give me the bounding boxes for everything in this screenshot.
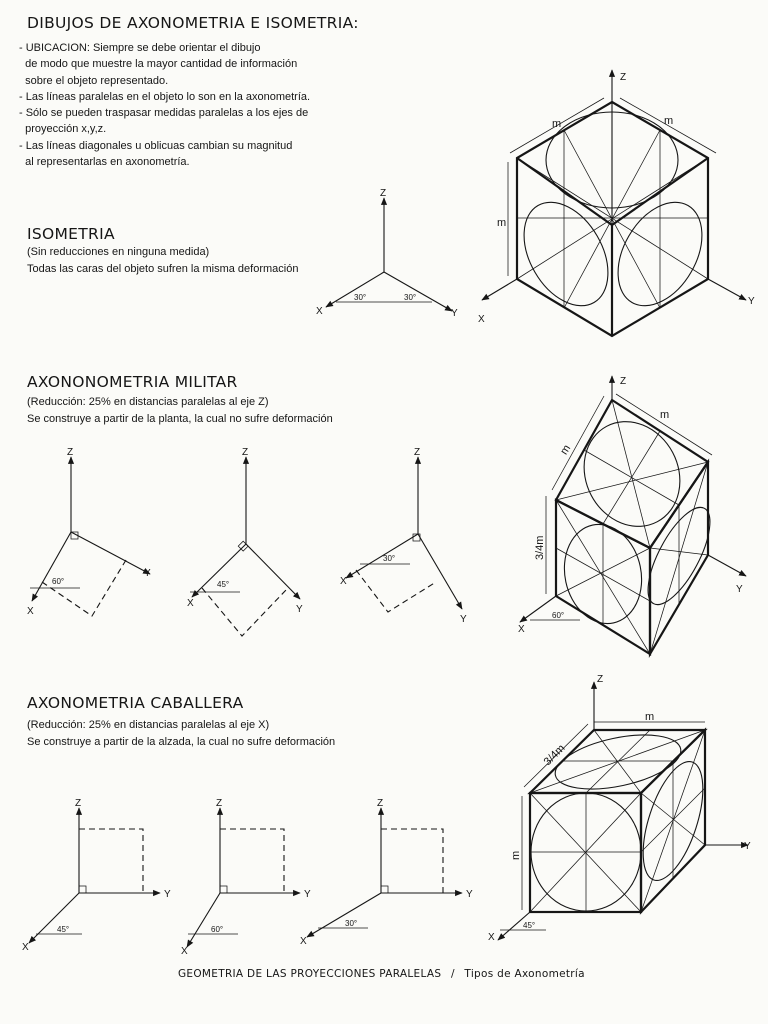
dimension-line [616,394,712,455]
construction-line [603,431,660,524]
note-line: - Las líneas diagonales u oblicuas cambian su magnitud [19,139,293,152]
dimension-label: 3/4m [541,742,568,769]
note-line: sobre el objeto representado. [19,74,169,87]
z-label: Z [414,447,421,458]
militar-diagram-60 [27,447,151,617]
z-label: Z [242,447,249,458]
y-label: Y [466,889,473,900]
elevation-outline [79,829,143,893]
isometria-note-1: (Sin reducciones en ninguna medida) [27,246,210,258]
y-label: Y [164,889,171,900]
caballera-note-2: Se construye a partir de la alzada, la cual no sufre deformación [27,736,336,748]
footer-separator: / [450,968,455,980]
right-angle-mark [220,886,227,893]
section-title-militar: AXONONOMETRIA MILITAR [27,373,238,391]
angle-label: 45° [217,580,230,589]
x-axis [482,279,517,300]
note-line: de modo que muestre la mayor cantidad de información [19,58,298,71]
dimension-label: m [645,711,655,723]
x-label: X [478,314,485,325]
caballera-diagram-45 [22,798,171,953]
angle-label: 60° [211,925,224,934]
section-title-isometria: ISOMETRIA [27,225,115,243]
note-line: proyección x,y,z. [19,123,107,136]
y-label: Y [744,841,751,852]
angle-label: 60° [52,577,65,586]
militar-cube [518,376,746,654]
x-axis [29,893,79,943]
isometria-axes-diagram [316,188,458,319]
dimension-label: m [497,217,507,229]
x-label: X [27,606,34,617]
x-axis [520,596,556,622]
dimension-label: m [664,115,674,127]
angle-label: 30° [354,293,367,302]
y-axis [384,272,452,311]
y-label: Y [736,584,743,595]
note-line: al representarlas en axonometría. [19,156,190,169]
y-label: Y [296,604,303,615]
caballera-diagram-60 [181,798,311,957]
y-label: Y [304,889,311,900]
x-label: X [22,942,29,953]
dimension-label: m [660,409,670,421]
angle-label: 45° [57,925,70,934]
militar-note-2: Se construye a partir de la planta, la cual no sufre deformación [27,413,333,425]
angle-label: 30° [345,919,358,928]
x-label: X [316,306,323,317]
militar-diagram-30 [340,447,467,625]
y-axis [71,532,150,574]
elevation-outline [220,829,284,893]
footer-left: GEOMETRIA DE LAS PROYECCIONES PARALELAS [178,968,442,980]
x-label: X [300,936,307,947]
isometric-cube [478,70,755,336]
x-label: X [488,932,495,943]
angle-label: 30° [383,554,396,563]
right-angle-mark [79,886,86,893]
x-axis [187,893,220,947]
y-axis [418,534,462,609]
section-title-caballera: AXONOMETRIA CABALLERA [27,694,244,712]
angle-label: 45° [523,921,536,930]
z-label: Z [380,188,387,199]
plan-outline [356,570,436,612]
z-label: Z [216,798,223,809]
isometria-note-2: Todas las caras del objeto sufren la misma deformación [27,263,299,275]
dimension-label: m [558,442,574,457]
z-label: Z [75,798,82,809]
cube-edge [517,158,612,225]
x-axis [307,893,381,937]
z-label: Z [597,674,604,685]
page-title: DIBUJOS DE AXONOMETRIA E ISOMETRIA: [27,14,359,32]
construction-line [586,730,650,793]
z-label: Z [620,376,627,387]
x-label: X [181,946,188,957]
note-line: - Sólo se pueden traspasar medidas paralelas a los ejes de [19,107,309,120]
y-label: Y [451,308,458,319]
dimension-label: 3/4m [534,535,546,560]
z-label: Z [377,798,384,809]
x-axis [192,544,246,597]
y-label: Y [144,568,151,579]
right-angle-mark [381,886,388,893]
dimension-line [552,396,604,490]
plan-outline [202,588,286,636]
x-label: X [518,624,525,635]
angle-label: 30° [404,293,417,302]
dimension-label: m [510,850,522,860]
caballera-cube [488,674,751,943]
elevation-outline [381,829,443,893]
x-label: X [340,576,347,587]
militar-diagram-45 [187,447,303,636]
x-axis [32,532,71,601]
z-label: Z [620,72,627,83]
note-line: - Las líneas paralelas en el objeto lo son en la axonometría. [19,90,311,103]
caballera-note-1: (Reducción: 25% en distancias paralelas al eje X) [27,719,270,731]
y-axis [708,279,746,300]
note-line: - UBICACION: Siempre se debe orientar el dibujo [19,42,261,54]
angle-label: 60° [552,611,565,620]
y-axis [246,544,300,599]
x-label: X [187,598,194,609]
y-label: Y [748,296,755,307]
z-label: Z [67,447,74,458]
dimension-label: m [552,118,562,130]
y-axis [708,555,746,576]
caballera-diagram-30 [300,798,473,947]
footer-right: Tipos de Axonometría [464,968,585,980]
militar-note-1: (Reducción: 25% en distancias paralelas al eje Z) [27,396,269,408]
y-label: Y [460,614,467,625]
